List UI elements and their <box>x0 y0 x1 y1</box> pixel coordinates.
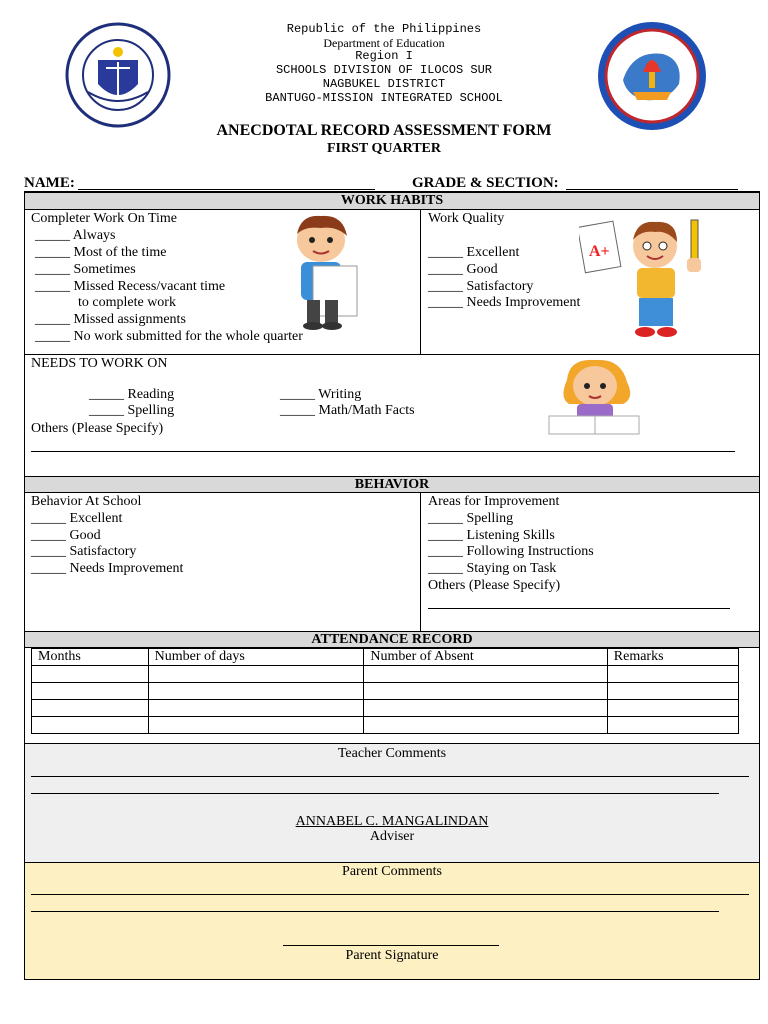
work-quality-title: Work Quality <box>428 211 505 226</box>
behavior-school-title: Behavior At School <box>31 494 142 509</box>
assessment-form <box>24 191 760 980</box>
completes-item[interactable]: _____ Missed Recess/vacant time <box>35 279 226 294</box>
adviser-role: Adviser <box>369 829 415 844</box>
quality-item[interactable]: _____ Good <box>428 262 498 277</box>
table-row <box>32 700 739 717</box>
name-field[interactable] <box>78 189 375 190</box>
table-cell[interactable] <box>32 683 149 700</box>
girl-writing-illustration <box>547 358 643 436</box>
grade-section-field[interactable] <box>566 189 738 190</box>
table-cell[interactable] <box>148 666 364 683</box>
column-header: Months <box>32 649 149 666</box>
areas-title: Areas for Improvement <box>428 494 560 509</box>
parent-comment-line[interactable] <box>31 911 719 912</box>
parent-signature-label: Parent Signature <box>345 948 439 963</box>
needs-item-writing[interactable]: _____ Writing <box>280 387 362 402</box>
division-seal-logo <box>593 20 711 132</box>
table-cell[interactable] <box>364 700 607 717</box>
completes-item[interactable]: _____ Sometimes <box>35 262 136 277</box>
deped-seal-logo <box>60 22 176 128</box>
table-cell[interactable] <box>364 717 607 734</box>
column-header: Number of Absent <box>364 649 607 666</box>
needs-item-reading[interactable]: _____ Reading <box>89 387 175 402</box>
table-row <box>32 683 739 700</box>
areas-others-field[interactable] <box>428 608 730 609</box>
work-habits-heading: WORK HABITS <box>25 192 759 210</box>
completes-item[interactable]: _____ Most of the time <box>35 245 167 260</box>
parent-comments-title: Parent Comments <box>342 864 442 879</box>
behavior-school-item[interactable]: _____ Excellent <box>31 511 123 526</box>
attendance-heading: ATTENDANCE RECORD <box>25 631 759 648</box>
quality-item[interactable]: _____ Satisfactory <box>428 279 534 294</box>
district-line: NAGBUKEL DISTRICT <box>322 77 446 91</box>
completes-item[interactable]: _____ No work submitted for the whole quarter <box>35 329 303 344</box>
boy-holding-paper-illustration <box>281 214 371 330</box>
needs-item-spelling[interactable]: _____ Spelling <box>89 403 175 418</box>
quality-item[interactable]: _____ Needs Improvement <box>428 295 581 310</box>
parent-comments-section <box>25 862 759 979</box>
table-cell[interactable] <box>607 717 738 734</box>
form-subtitle: FIRST QUARTER <box>327 141 441 156</box>
table-cell[interactable] <box>32 717 149 734</box>
behavior-heading: BEHAVIOR <box>25 476 759 493</box>
table-cell[interactable] <box>607 700 738 717</box>
department-line: Department of Education <box>323 36 445 50</box>
table-cell[interactable] <box>148 700 364 717</box>
grade-section-label: GRADE & SECTION: <box>412 175 559 191</box>
table-row <box>32 666 739 683</box>
table-cell[interactable] <box>148 717 364 734</box>
areas-item[interactable]: _____ Staying on Task <box>428 561 557 576</box>
quality-item[interactable]: _____ Excellent <box>428 245 520 260</box>
republic-line: Republic of the Philippines <box>286 22 482 36</box>
completes-item[interactable]: _____ Missed assignments <box>35 312 186 327</box>
name-label: NAME: <box>24 175 75 191</box>
areas-others-label: Others (Please Specify) <box>428 578 561 593</box>
table-cell[interactable] <box>607 666 738 683</box>
boy-with-grade-paper-illustration <box>579 216 709 346</box>
parent-comment-line[interactable] <box>31 894 749 895</box>
behavior-school-item[interactable]: _____ Needs Improvement <box>31 561 184 576</box>
needs-others-label: Others (Please Specify) <box>31 421 164 436</box>
school-line: BANTUGO-MISSION INTEGRATED SCHOOL <box>265 91 503 105</box>
attendance-table <box>31 648 739 734</box>
teacher-comment-line[interactable] <box>31 776 749 777</box>
behavior-school-item[interactable]: _____ Good <box>31 528 101 543</box>
teacher-comments-title: Teacher Comments <box>337 746 447 761</box>
completes-work-title: Completer Work On Time <box>31 211 178 226</box>
table-cell[interactable] <box>607 683 738 700</box>
column-header: Remarks <box>607 649 738 666</box>
work-habits-divider <box>420 210 421 354</box>
form-title: ANECDOTAL RECORD ASSESSMENT FORM <box>216 122 552 139</box>
table-cell[interactable] <box>364 683 607 700</box>
behavior-divider <box>420 493 421 631</box>
teacher-comment-line[interactable] <box>31 793 719 794</box>
table-cell[interactable] <box>32 666 149 683</box>
teacher-comments-section <box>25 743 759 862</box>
attendance-header-row <box>32 649 739 666</box>
table-cell[interactable] <box>148 683 364 700</box>
needs-title: NEEDS TO WORK ON <box>31 356 168 371</box>
table-cell[interactable] <box>32 700 149 717</box>
areas-item[interactable]: _____ Spelling <box>428 511 514 526</box>
needs-item-math[interactable]: _____ Math/Math Facts <box>280 403 415 418</box>
areas-item[interactable]: _____ Listening Skills <box>428 528 555 543</box>
areas-item[interactable]: _____ Following Instructions <box>428 544 594 559</box>
adviser-name: ANNABEL C. MANGALINDAN <box>295 814 489 829</box>
completes-item-continued: to complete work <box>78 295 176 310</box>
completes-item[interactable]: _____ Always <box>35 228 116 243</box>
needs-others-field[interactable] <box>31 451 735 452</box>
region-line: Region I <box>355 49 413 63</box>
table-row <box>32 717 739 734</box>
division-line: SCHOOLS DIVISION OF ILOCOS SUR <box>275 63 493 77</box>
grade-mark-text: A+ <box>589 243 610 260</box>
parent-signature-line[interactable] <box>283 945 499 946</box>
column-header: Number of days <box>148 649 364 666</box>
behavior-school-item[interactable]: _____ Satisfactory <box>31 544 137 559</box>
table-cell[interactable] <box>364 666 607 683</box>
